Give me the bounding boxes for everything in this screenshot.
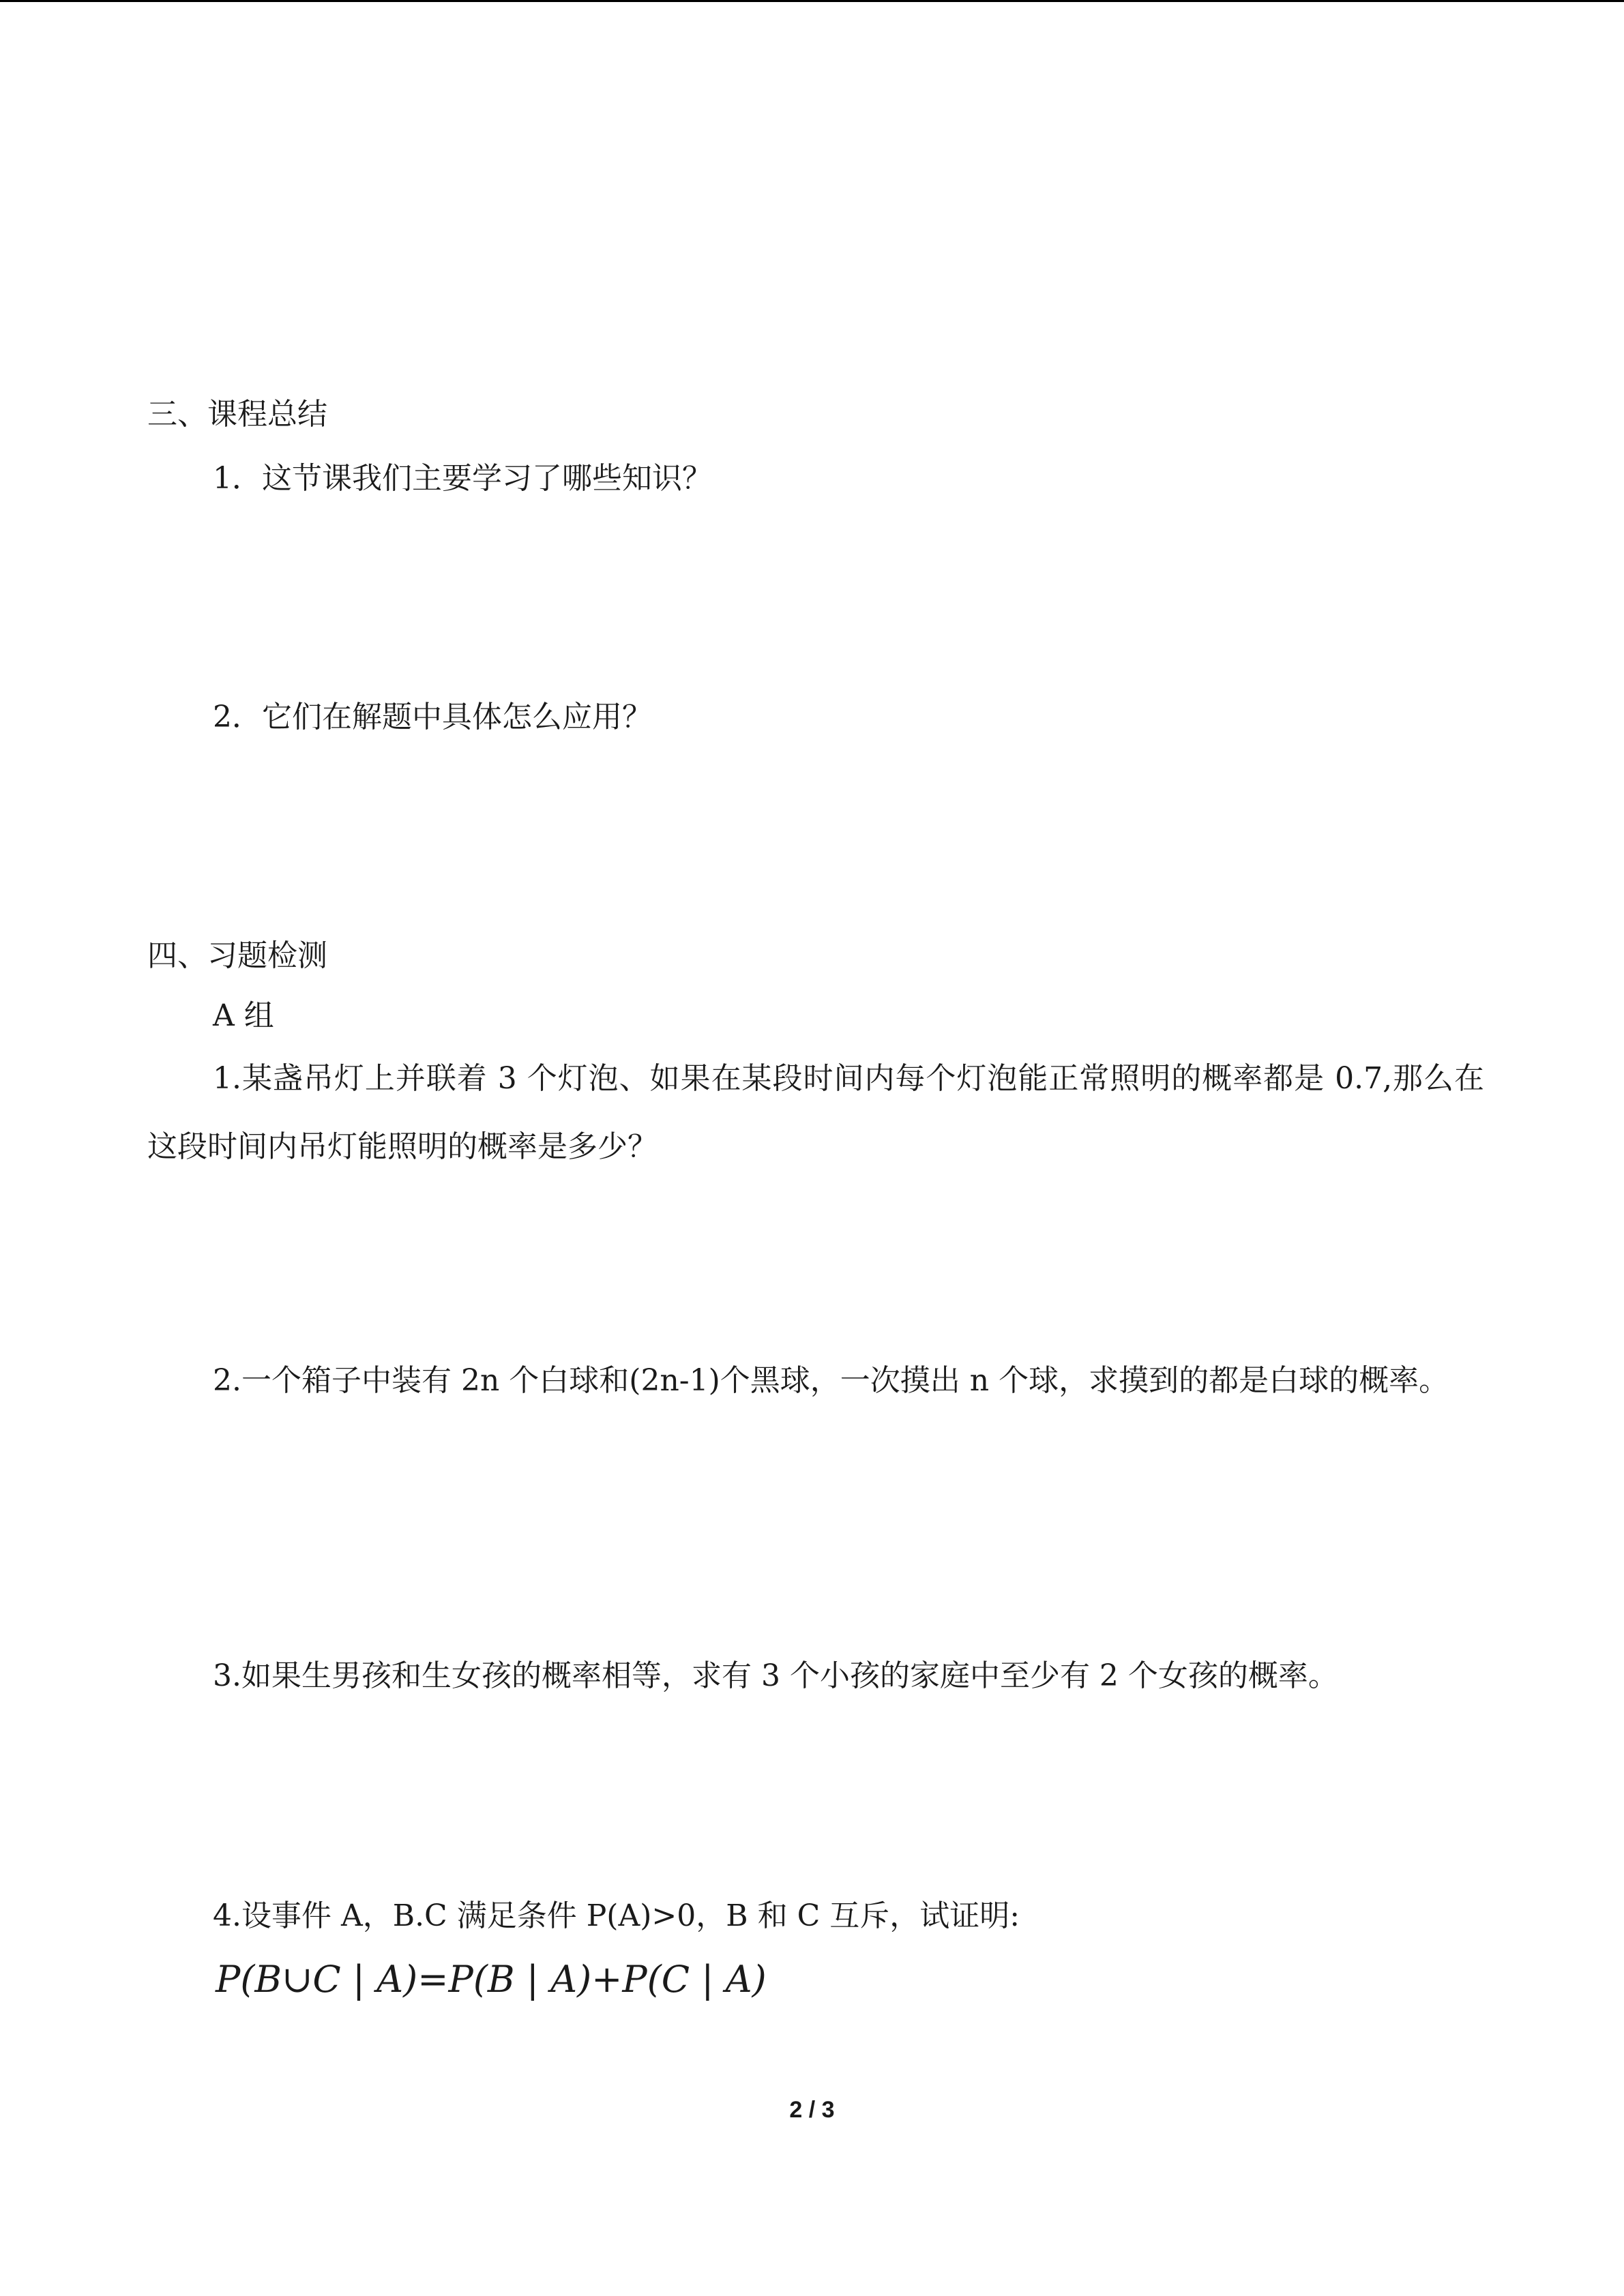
exercise-problem-2: 2.一个箱子中装有 2n 个白球和(2n-1)个黑球，一次摸出 n 个球，求摸到的都是白球的概率。 (213, 1363, 1449, 1398)
summary-question-1: 1．这节课我们主要学习了哪些知识？ (213, 461, 712, 496)
top-border-rule (0, 0, 1624, 2)
exercise-problem-3: 3.如果生男孩和生女孩的概率相等，求有 3 个小孩的家庭中至少有 2 个女孩的概率。 (213, 1658, 1338, 1693)
exercise-problem-4: 4.设事件 A，B.C 满足条件 P(A)>0，B 和 C 互斥，试证明: (213, 1898, 1020, 1933)
section-heading-summary: 三、课程总结 (147, 397, 327, 432)
exercise-problem-1: 1.某盏吊灯上并联着 3 个灯泡、如果在某段时间内每个灯泡能正常照明的概率都是 0.7,那么在这段时间内吊灯能照明的概率是多少？ (147, 1061, 1484, 1164)
page-number: 2 / 3 (789, 2097, 835, 2123)
probability-formula: P(B∪C | A)=P(B | A)+P(C | A) (216, 1958, 767, 2001)
exercise-group-label: A 组 (213, 998, 274, 1033)
summary-question-2: 2．它们在解题中具体怎么应用？ (213, 700, 652, 734)
section-heading-exercises: 四、习题检测 (147, 938, 327, 973)
